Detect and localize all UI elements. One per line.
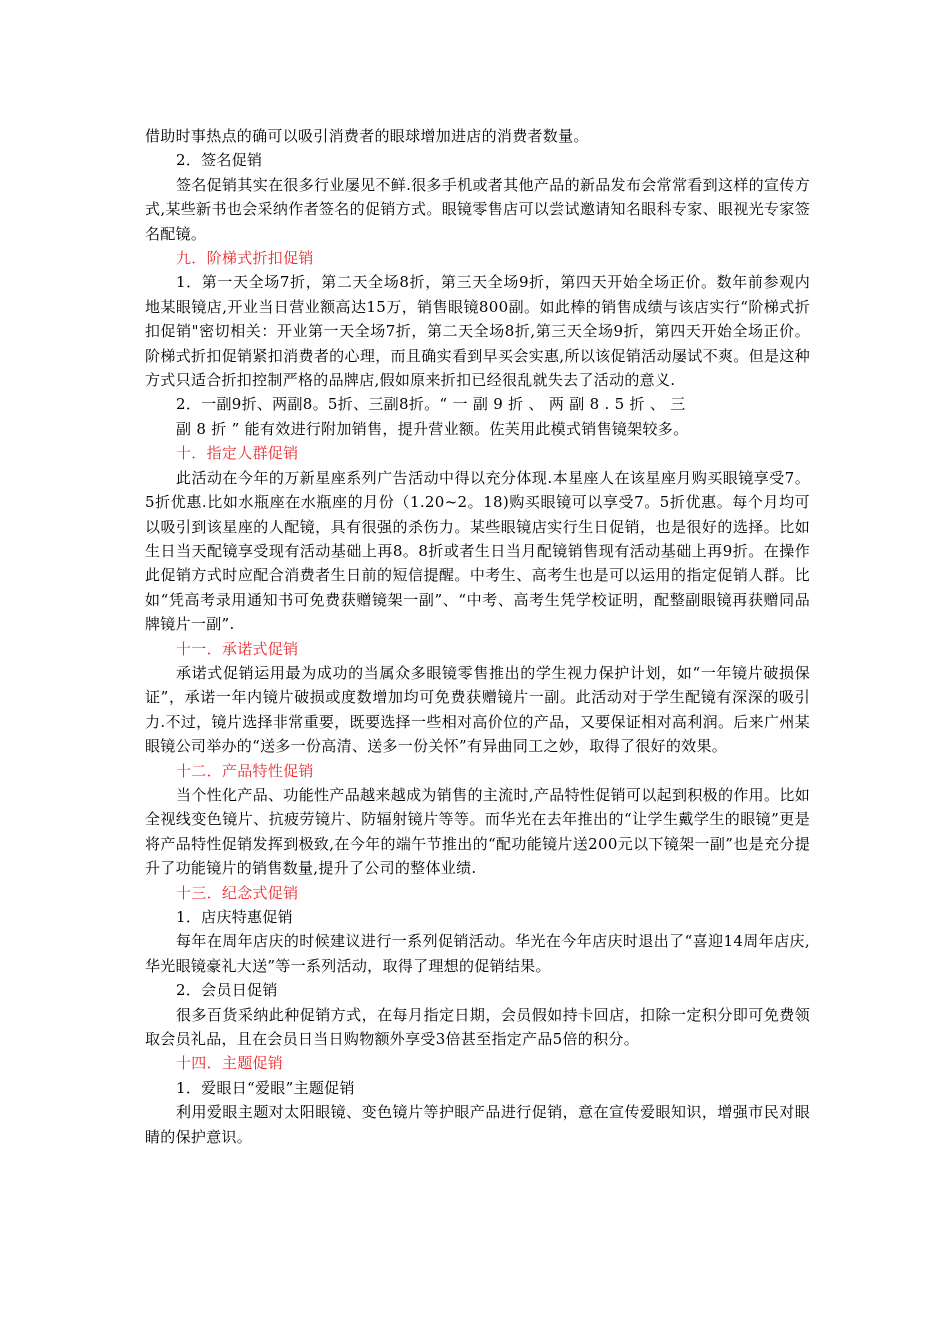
subsection-title: 1．店庆特惠促销 <box>176 908 293 926</box>
body-paragraph: 1．第一天全场7折，第二天全场8折，第三天全场9折，第四天开始全场正价。数年前参观内地某眼镜店,开业当日营业额高达15万，销售眼镜800副。如此棒的销售成绩与该店实行“阶梯式折扣促销"密切相关：开业第一天全场7折，第二天全场8折,第三天全场9折，第四天开始全场正价。阶梯式折扣促销紧扣消费者的心理，而且确实看到早买会实惠,所以该促销活动屡试不爽。但是这种方式只适合折扣控制严格的品牌店,假如原来折扣已经很乱就失去了活动的意义. <box>145 273 810 390</box>
section-heading: 九．阶梯式折扣促销 <box>176 249 314 268</box>
body-paragraph: 2．一副9折、两副8。5折、三副8折。“ 一 副 9 折 、 两 副 8 . 5 折 、 三 <box>176 395 686 414</box>
section-heading: 十．指定人群促销 <box>176 444 299 463</box>
body-paragraph: 借助时事热点的确可以吸引消费者的眼球增加进店的消费者数量。 <box>145 127 589 145</box>
body-paragraph: 签名促销其实在很多行业屡见不鲜.很多手机或者其他产品的新品发布会常常看到这样的宣传方式,某些新书也会采纳作者签名的促销方式。眼镜零售店可以尝试邀请知名眼科专家、眼视光专家签名配镜。 <box>145 175 810 243</box>
section-heading: 十三．纪念式促销 <box>176 883 299 902</box>
body-paragraph: 当个性化产品、功能性产品越来越成为销售的主流时,产品特性促销可以起到积极的作用。比如全视线变色镜片、抗疲劳镜片、防辐射镜片等等。而华光在去年推出的“让学生戴学生的眼镜”更是将产品特性促销发挥到极致,在今年的端午节推出的“配功能镜片送200元以下镜架一副”也是充分提升了功能镜片的销售数量,提升了公司的整体业绩. <box>145 785 810 878</box>
subsection-title: 2．签名促销 <box>176 151 263 170</box>
body-paragraph: 每年在周年店庆的时候建议进行一系列促销活动。华光在今年店庆时退出了“喜迎14周年店庆,华光眼镜豪礼大送”等一系列活动，取得了理想的促销结果。 <box>145 932 810 975</box>
body-paragraph: 承诺式促销运用最为成功的当属众多眼镜零售推出的学生视力保护计划，如“一年镜片破损保证”，承诺一年内镜片破损或度数增加均可免费获赠镜片一副。此活动对于学生配镜有深深的吸引力.不过，镜片选择非常重要，既要选择一些相对高价位的产品，又要保证相对高利润。后来广州某眼镜公司举办的“送多一份高清、送多一份关怀”有异曲同工之妙，取得了很好的效果。 <box>145 663 810 756</box>
subsection-title: 1．爱眼日“爱眼”主题促销 <box>176 1078 355 1097</box>
document-body <box>145 124 810 1149</box>
section-heading: 十四．主题促销 <box>176 1054 284 1073</box>
body-paragraph: 利用爱眼主题对太阳眼镜、变色镜片等护眼产品进行促销，意在宣传爱眼知识，增强市民对眼睛的保护意识。 <box>145 1103 810 1146</box>
subsection-title: 2．会员日促销 <box>176 981 278 1000</box>
section-heading: 十二．产品特性促销 <box>176 761 314 780</box>
body-paragraph-continuation: 副 8 折 ” 能有效进行附加销售，提升营业额。佐芙用此模式销售镜架较多。 <box>176 419 689 438</box>
body-paragraph: 此活动在今年的万新星座系列广告活动中得以充分体现.本星座人在该星座月购买眼镜享受7。5折优惠.比如水瓶座在水瓶座的月份（1.20~2。18)购买眼镜可以享受7。5折优惠。每个月均可以吸引到该星座的人配镜，具有很强的杀伤力。某些眼镜店实行生日促销，也是很好的选择。比如生日当天配镜享受现有活动基础上再8。8折或者生日当月配镜销售现有活动基础上再9折。在操作此促销方式时应配合消费者生日前的短信提醒。中考生、高考生也是可以运用的指定促销人群。比如“凭高考录用通知书可免费获赠镜架一副”、“中考、高考生凭学校证明，配整副眼镜再获赠同品牌镜片一副”. <box>145 468 810 634</box>
body-paragraph: 很多百货采纳此种促销方式，在每月指定日期，会员假如持卡回店，扣除一定积分即可免费领取会员礼品，且在会员日当日购物额外享受3倍甚至指定产品5倍的积分。 <box>145 1005 810 1049</box>
section-heading: 十一．承诺式促销 <box>176 639 299 658</box>
